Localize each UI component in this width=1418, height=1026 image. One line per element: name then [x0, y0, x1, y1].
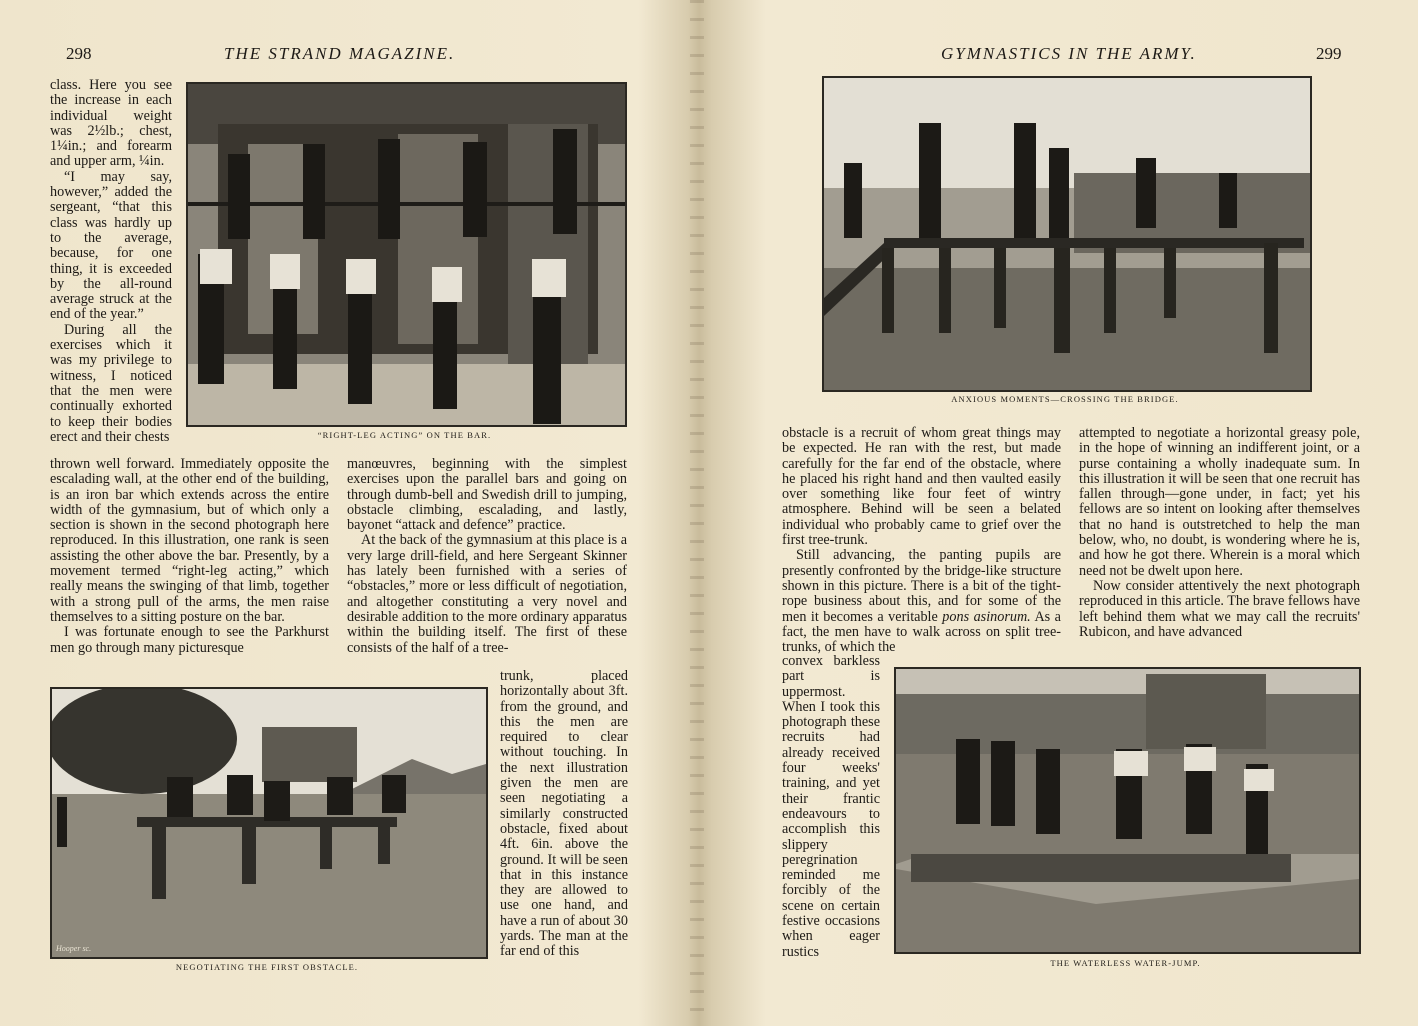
- right-running-head: GYMNASTICS IN THE ARMY.: [941, 44, 1197, 63]
- italic-phrase: pons asinorum.: [942, 608, 1031, 625]
- right-column-b: [1079, 426, 1360, 640]
- paragraph: manœuvres, beginning with the simplest exercises upon the parallel bars and going on through dumb-bell and Swedish drill to jumping, obstacle climbing, escalading, and lastly, bayonet “attack and defence” practice.: [347, 456, 627, 534]
- left-page-number: 298: [66, 44, 92, 63]
- water-jump-illustration: [896, 669, 1359, 952]
- photo-crossing-bridge: [822, 76, 1312, 392]
- right-column-a: [782, 426, 1061, 655]
- paragraph: class. Here you see the increase in each individual weight was 2½lb.; chest, 1¼in.; and forearm and upper arm, ¼in.: [50, 77, 172, 170]
- left-running-head: THE STRAND MAGAZINE.: [224, 44, 456, 63]
- left-column-b: [347, 457, 627, 656]
- caption-first-obstacle: NEGOTIATING THE FIRST OBSTACLE.: [175, 962, 359, 972]
- paragraph: I was fortunate enough to see the Parkhurst men go through many picturesque: [50, 624, 329, 656]
- caption-right-leg-acting: “RIGHT-LEG ACTING” ON THE BAR.: [317, 430, 492, 440]
- paragraph: convex barkless part is uppermost. When I took this photograph these recruits had already received four weeks' training, and yet their frantic endeavours to accomplish this slippery peregrination reminded me forcibly of the scene on certain festive occasions when eager rustics: [782, 653, 880, 960]
- caption-water-jump: THE WATERLESS WATER-JUMP.: [1050, 958, 1201, 968]
- right-page: [712, 0, 1418, 1026]
- caption-crossing-bridge: ANXIOUS MOMENTS—CROSSING THE BRIDGE.: [951, 394, 1179, 404]
- text-run: As a fact, the men have to walk across on split tree-trunks, of which the: [782, 608, 1061, 656]
- paragraph: attempted to negotiate a horizontal greasy pole, in the hope of winning an indifferent joint, or a purse containing a wholly inadequate sum. In this illustration it will be seen that one recruit has fallen through—gone under, in fact; yet his fellows are so intent on looking after themselves that no hand is outstretched to help the man below, who, no doubt, is wondering where he is, and how he got there. Wherein is a moral which need not be dwelt upon here.: [1079, 425, 1360, 579]
- left-page: [0, 0, 700, 1026]
- engraver-signature: Hooper sc.: [56, 944, 92, 953]
- photo-water-jump: [894, 667, 1361, 954]
- right-page-number: 299: [1316, 44, 1342, 63]
- left-narrow-column: [50, 78, 172, 445]
- paragraph: [782, 548, 1061, 655]
- paragraph: At the back of the gymnasium at this place is a very large drill-field, and here Sergeant Skinner has lately been furnished with a series of “obstacles,” more or less difficult of negotiation, and altogether constituting a very novel and desirable addition to the more ordinary apparatus within the building itself. The first of these consists of the half of a tree-: [347, 532, 627, 656]
- text-run: Still advancing, the panting pupils are presently confronted by the bridge-like structure shown in this picture. There is a bit of the tight-rope business about this, and for some of the men it becomes a veritable: [782, 547, 1061, 625]
- paragraph: obstacle is a recruit of whom great things may be expected. He ran with the rest, but made carefully for the far end of the obstacle, where he placed his right hand and then vaulted easily over something like four feet of wintry atmosphere. Behind will be seen a belated individual who probably came to grief over the first tree-trunk.: [782, 425, 1061, 549]
- paragraph: thrown well forward. Immediately opposite the escalading wall, at the other end of the building, is an iron bar which extends across the entire width of the gymnasium, but of which only a section is shown in the second photograph here reproduced. In this illustration, one rank is seen assisting the other above the bar. Presently, by a movement termed “right-leg acting,” which really means the swinging of that limb, together with a strong pull of the arms, the men raise themselves to a sitting posture on the bar.: [50, 456, 329, 625]
- field-obstacle-illustration: [52, 689, 486, 957]
- paragraph: Now consider attentively the next photograph reproduced in this article. The brave fellows have left behind them what we may call the recruits' Rubicon, and have advanced: [1079, 577, 1361, 640]
- gymnasium-bar-illustration: [188, 84, 625, 425]
- paragraph: trunk, placed horizontally about 3ft. from the ground, and this the men are required to clear without touching. In the next illustration given the men are seen negotiating a similarly constructed obstacle, fixed about 4ft. 6in. above the ground. It will be seen that in this instance they are allowed to use one hand, and have a run of about 30 yards. The man at the far end of this: [500, 668, 628, 960]
- photo-first-obstacle: [50, 687, 488, 959]
- left-column-c: [500, 669, 628, 960]
- paragraph: “I may say, however,” added the sergeant, “that this class was hardly up to the average, because, for one thing, it is exceeded by the all-round average struck at the end of the year.”: [50, 168, 172, 323]
- left-column-a: [50, 457, 329, 656]
- photo-right-leg-acting: [186, 82, 627, 427]
- bridge-illustration: [824, 78, 1310, 390]
- right-column-a-narrow: [782, 654, 880, 960]
- paragraph: During all the exercises which it was my privilege to witness, I noticed that the men were continually exhorted to keep their bodies erect and their chests: [50, 321, 172, 445]
